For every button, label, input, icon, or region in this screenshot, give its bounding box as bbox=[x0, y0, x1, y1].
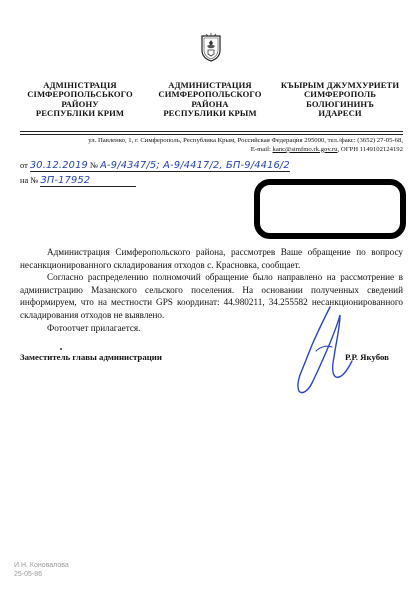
handwritten-signature bbox=[290, 305, 356, 397]
reference-from-field bbox=[30, 160, 290, 172]
reference-from-line bbox=[20, 160, 290, 172]
reference-to-prefix: на № bbox=[20, 176, 39, 185]
coat-of-arms-icon bbox=[199, 33, 223, 63]
contact-ogrn: , ОГРН 1149102124192 bbox=[337, 145, 403, 153]
reference-to-line bbox=[20, 175, 136, 187]
reference-number-label: № bbox=[90, 161, 99, 170]
executor-name: И.Н. Коновалова bbox=[14, 562, 69, 569]
signatory-name: Р.Р. Якубов bbox=[345, 352, 389, 362]
header-title-russian: АДМИНИСТРАЦИЯ СИМФЕРОПОЛЬСКОГО РАЙОНА РЕСПУБЛИКИ КРЫМ bbox=[158, 80, 262, 118]
header-rule-thin bbox=[20, 134, 403, 135]
header-rule bbox=[20, 131, 403, 132]
body-paragraph: Фотоотчет прилагается. bbox=[47, 322, 141, 333]
reference-to-number: ЗП-17952 bbox=[40, 175, 91, 186]
reference-from-date: 30.12.2019 bbox=[29, 160, 88, 171]
reference-from-prefix: от bbox=[20, 161, 28, 170]
contact-address: ул. Павленко, 1, г. Симферополь, Республика Крым, Российская Федерация 295000, тел./факс: (3652) 27-05-68, bbox=[88, 137, 403, 144]
contact-email-line bbox=[20, 146, 403, 155]
body-paragraph: Администрация Симферопольского района, рассмотрев Ваше обращение по вопросу несанкционированного складирования отходов с. Красновка, сообщает. bbox=[20, 247, 403, 270]
reference-from-number: А-9/4347/5; А-9/4417/2, БП-9/4416/2 bbox=[100, 160, 290, 171]
header-title-crimean-tatar: КЪЫРЫМ ДЖУМХУРИЕТИ СИМФЕРОПОЛЬ БОЛЮГИНИНЪ ИДАРЕСИ bbox=[280, 80, 400, 118]
redacted-addressee bbox=[254, 179, 406, 239]
reference-to-field bbox=[40, 175, 136, 187]
signatory-title: Заместитель главы администрации bbox=[20, 352, 162, 362]
header-title-ukrainian: АДМІНІСТРАЦІЯ СІМФЕРОПОЛЬСЬКОГО РАЙОНУ РЕСПУБЛIКИ КРИМ bbox=[27, 80, 133, 118]
contact-block bbox=[20, 137, 403, 154]
executor-note bbox=[14, 561, 69, 580]
executor-phone: 25-05-86 bbox=[14, 571, 43, 579]
body-paragraph: Согласно распределению полномочий обращение было направлено на рассмотрение в администрацию Мазанского сельского поселения. На основании полученных сведений информируем, что на местности GPS координат: 44.980211, 34.255582 несанкционированного складирования отходов не выявлено. bbox=[20, 272, 403, 320]
contact-email[interactable]: kanc@simfmo.rk.gov.ru bbox=[272, 145, 338, 153]
mark-dot bbox=[60, 348, 62, 350]
email-label: E-mail: bbox=[250, 145, 273, 153]
